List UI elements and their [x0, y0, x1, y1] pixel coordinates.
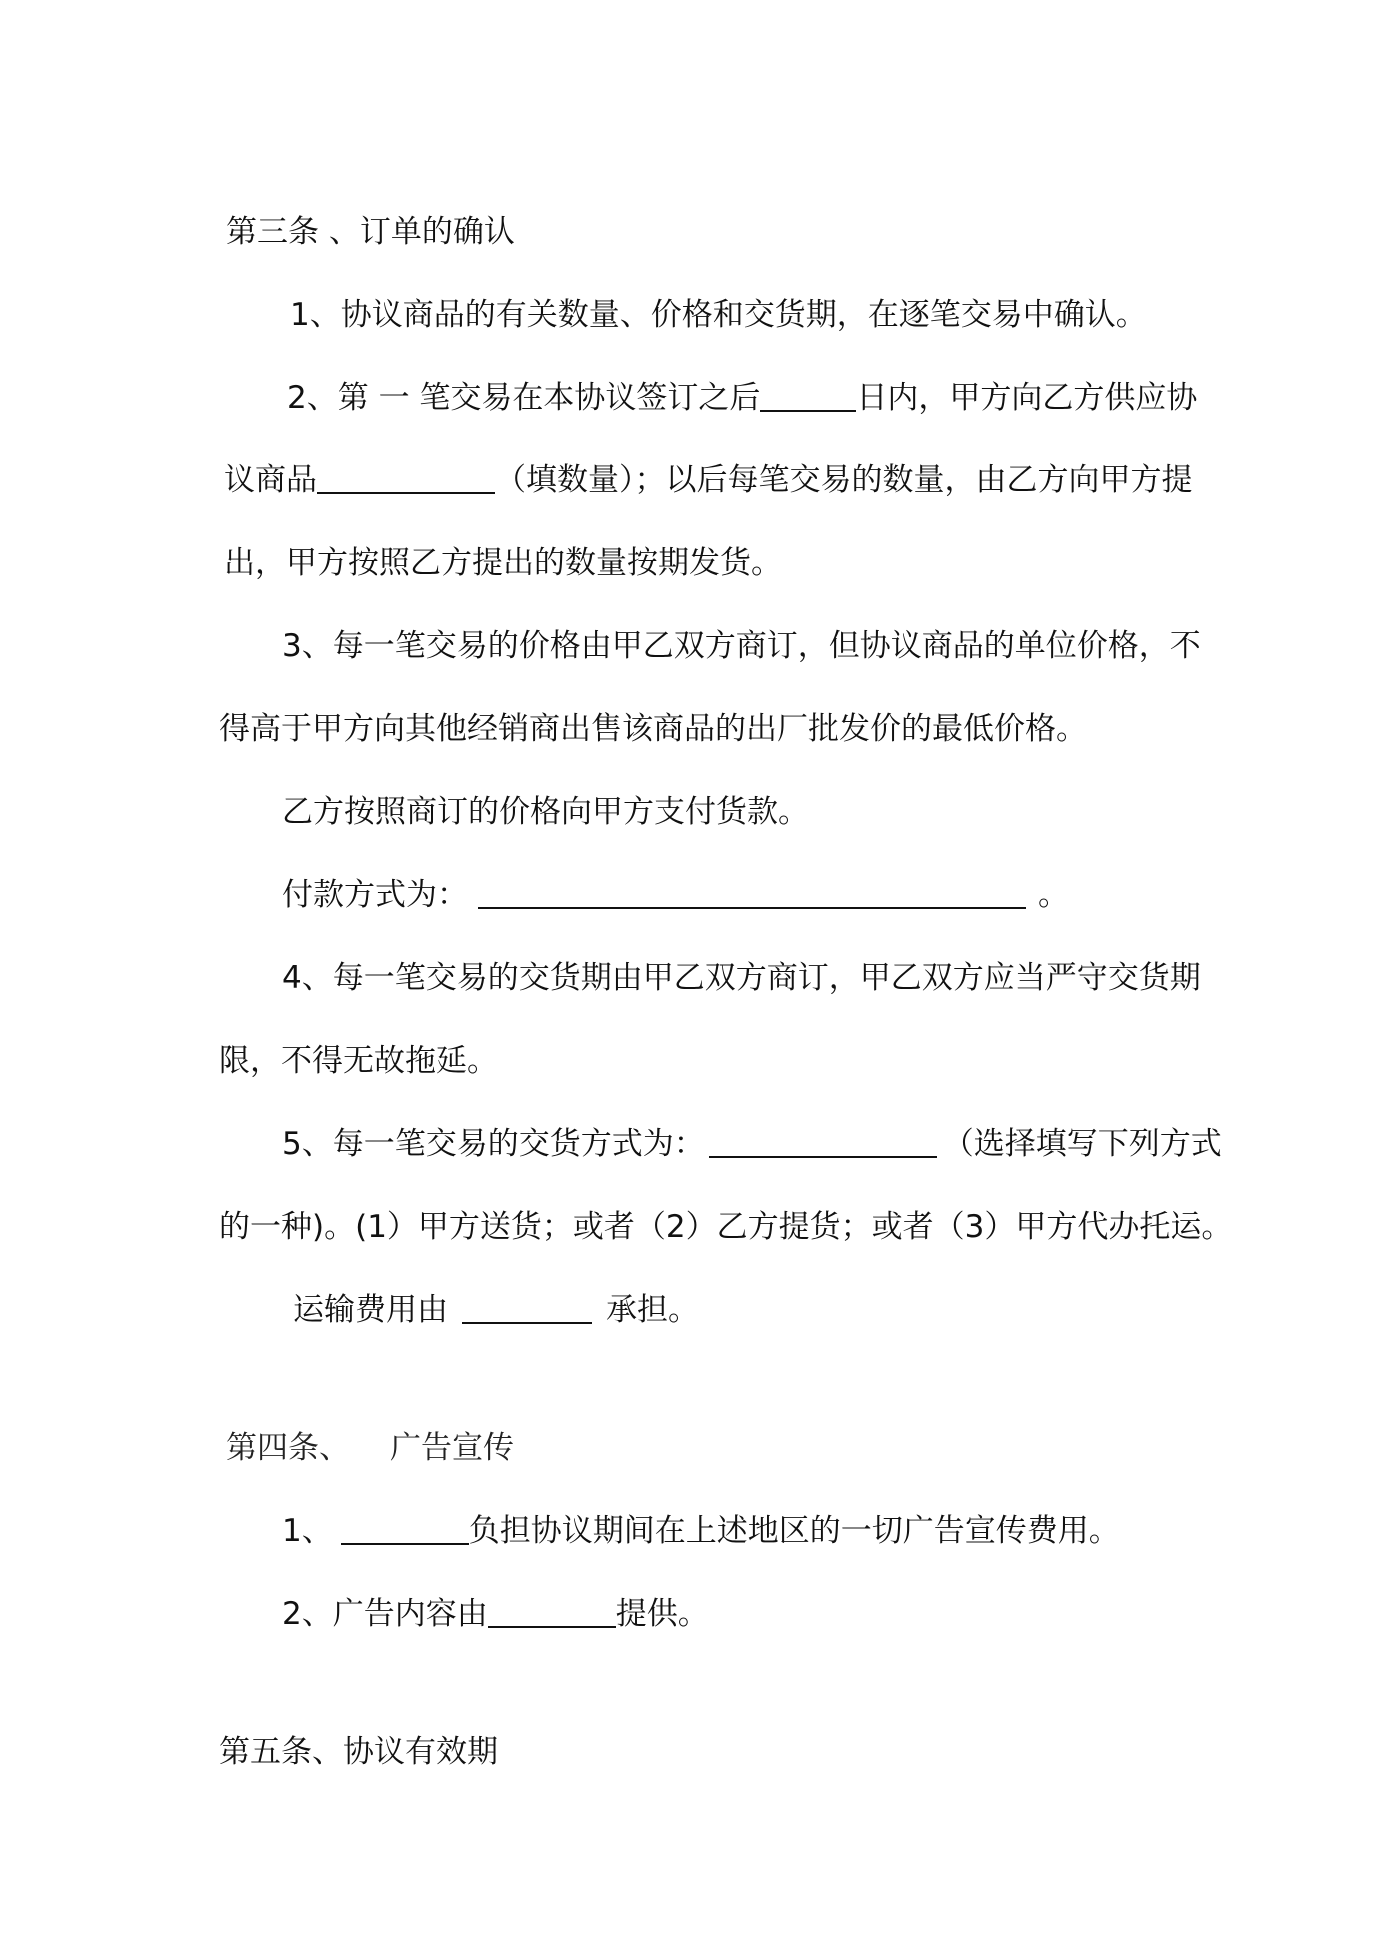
section-3-clause-5-line-2: 的一种)。(1）甲方送货；或者（2）乙方提货；或者（3）甲方代办托运。	[219, 1209, 1233, 1245]
blank-transport-payer[interactable]	[462, 1292, 592, 1324]
section-4-clause-2: 2、广告内容由 提供。	[282, 1596, 709, 1632]
section-3-clause-5-line-1: 5、每一笔交易的交货方式为： （选择填写下列方式	[282, 1126, 1222, 1162]
section-3-clause-2-line-1: 2、第 一 笔交易在本协议签订之后 日内，甲方向乙方供应协	[287, 380, 1198, 416]
section-4-clause-1: 1、 负担协议期间在上述地区的一切广告宣传费用。	[282, 1513, 1120, 1549]
blank-delivery-method[interactable]	[709, 1126, 937, 1158]
section-3-clause-4-line-1: 4、每一笔交易的交货期由甲乙双方商订，甲乙双方应当严守交货期	[282, 960, 1201, 996]
section-3-payment-text: 乙方按照商订的价格向甲方支付货款。	[282, 794, 809, 830]
section-3-clause-2-line-2: 议商品 （填数量）；以后每笔交易的数量，由乙方向甲方提	[224, 462, 1193, 498]
blank-days[interactable]	[760, 380, 856, 412]
blank-quantity[interactable]	[317, 462, 495, 494]
blank-advertising-payer[interactable]	[341, 1513, 469, 1545]
section-3-payment-method: 付款方式为： 。	[282, 877, 1069, 913]
section-3-transport-cost: 运输费用由 承担。	[293, 1292, 699, 1328]
section-4-heading: 第四条、 广告宣传	[226, 1430, 514, 1466]
section-5-heading: 第五条、协议有效期	[219, 1734, 498, 1770]
section-3-clause-2-line-3: 出，甲方按照乙方提出的数量按期发货。	[224, 545, 782, 581]
section-3-clause-3-line-2: 得高于甲方向其他经销商出售该商品的出厂批发价的最低价格。	[219, 711, 1087, 747]
section-3-clause-1: 1、协议商品的有关数量、价格和交货期，在逐笔交易中确认。	[290, 297, 1147, 333]
blank-payment-method[interactable]	[478, 877, 1026, 909]
blank-ad-content-provider[interactable]	[488, 1596, 616, 1628]
section-3-clause-4-line-2: 限，不得无故拖延。	[219, 1043, 498, 1079]
section-3-heading: 第三条 、订单的确认	[226, 214, 515, 250]
section-3-clause-3-line-1: 3、每一笔交易的价格由甲乙双方商订，但协议商品的单位价格，不	[282, 628, 1201, 664]
